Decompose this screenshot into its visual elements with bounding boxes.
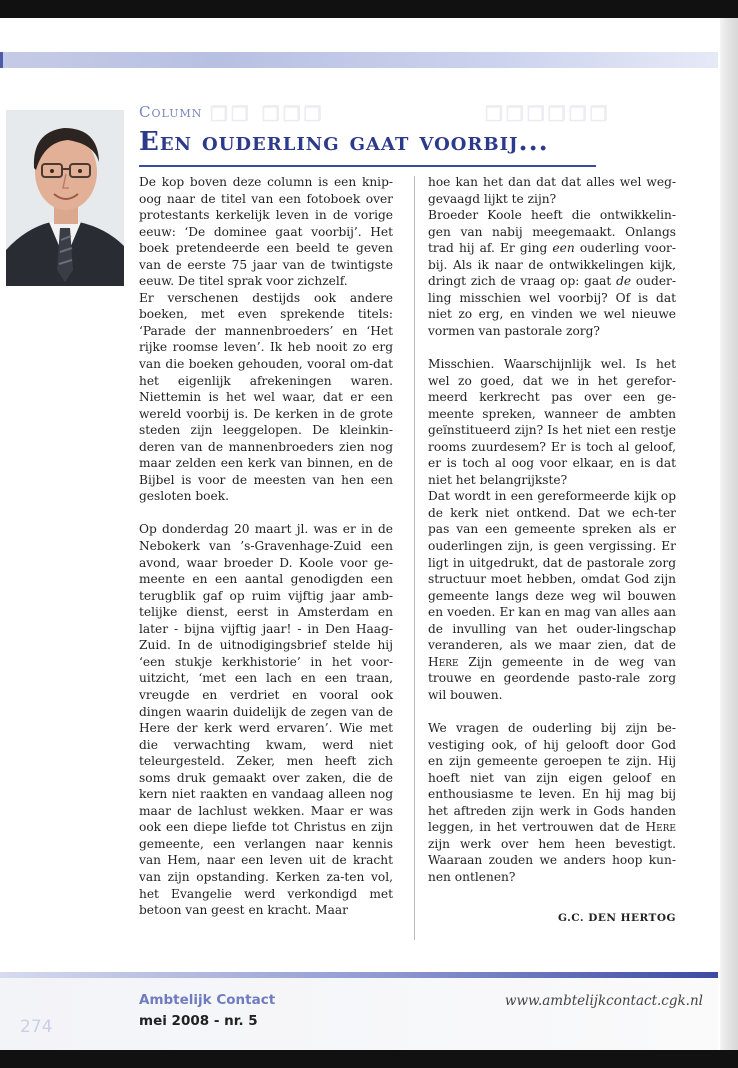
page-top-border <box>0 0 738 18</box>
divine-name: Here <box>645 820 676 835</box>
paragraph-text: Broeder Koole heeft die ontwikkelin-gen van nabij meegemaakt. Onlangs trad hij af. Er ging <box>428 208 676 256</box>
header-color-band <box>0 52 718 68</box>
website-url[interactable]: www.ambtelijkcontact.cgk.nl <box>504 993 703 1009</box>
divine-name: Here <box>428 654 459 669</box>
paragraph: Er verschenen destijds ook andere boeken, met even sprekende titels: ‘Parade der mannenbroeders’ en ‘Het rijke roomse leven’. Ik heb nooit zo erg van die boeken gehouden, vooral om-dat het eigenlijk afrekeningen waren. Niettemin is het wel waar, dat er een wereld voorbij is. De kerken in de grote steden zijn leeggelopen. De kleinkin-deren van de mannenbroeders zien nog maar zelden een kerk van binnen, en de Bijbel is voor de meesten van hen een gesloten boek. <box>139 290 393 504</box>
article-title: Een ouderling gaat voorbij... <box>139 127 549 157</box>
footer-band <box>0 978 718 1050</box>
paragraph <box>428 207 676 339</box>
page-bottom-border <box>0 1050 738 1068</box>
section-kicker: Column <box>139 103 203 121</box>
paragraph: De kop boven deze column is een knip-oog naar de titel van een fotoboek over protestants kerkelijk leven in de vorige eeuw: ‘De dominee gaat voorbij’. Het boek pretendeerde een beeld te geven van de eerste 75 jaar van de twintigste eeuw. De titel sprak voor zichzelf. <box>139 175 393 289</box>
faded-background-text-right: ❒❒❒❒❒❒ <box>485 102 611 126</box>
paragraph <box>428 720 676 885</box>
issue-info: mei 2008 - nr. 5 <box>139 1013 258 1029</box>
paragraph-text: ouder-ling misschien wel voorbij? Of is dat niet zo erg, en vinden we wel nieuwe vormen van pastorale zorg? <box>428 274 676 338</box>
paragraph: Op donderdag 20 maart jl. was er in de Nebokerk van ’s-Gravenhage-Zuid een avond, waar broeder D. Koole voor ge-meente en een aantal genodigden een terugblik gaf op ruim vijftig jaar amb-telijke dienst, eerst in Amsterdam en later - bijna vijftig jaar! - in Den Haag-Zuid. In de uitnodigingsbrief stelde hij ‘een stukje kerkhistorie’ in het voor-uitzicht, ‘met een lach en een traan, vreugde en verdriet en vooral ook dingen waarin duidelijk de zegen van de Here der kerk werd ervaren’. Wie met die verwachting kwam, werd niet teleurgesteld. Zeker, men heeft zich soms druk gemaakt over zaken, die de kern niet raakten en vandaag alleen nog maar de lachlust wekken. Maar er was ook een diepe liefde tot Christus en zijn gemeente, een verlangen naar kennis van Hem, naar een leven uit de kracht van zijn opstanding. Kerken za-ten vol, het Evangelie werd verkondigd met betoon van geest en kracht. Maar <box>139 522 393 918</box>
publication-name: Ambtelijk Contact <box>139 992 276 1008</box>
faded-background-text: ❒❒ ❒❒❒ <box>210 102 325 126</box>
emphasis: een <box>552 241 575 256</box>
paragraph <box>428 488 676 703</box>
paragraph-text: Dat wordt in een gereformeerde kijk op de kerk niet ontkend. Dat we ech-ter pas van een gemeente spreken als er ouderlingen zijn, is geen vergissing. Er ligt in uitgedrukt, dat de pastorale zorg structuur moet hebben, omdat God zijn gemeente langs deze weg wil bouwen en voeden. Er kan en mag van alles aan de invulling van het ouder-lingschap veranderen, als we maar zien, dat de <box>428 489 676 653</box>
paragraph-text: zijn werk over hem heen bevestigt. Waaraan zouden we anders hoop kun-nen ontlenen? <box>428 836 676 884</box>
column-divider <box>414 176 415 940</box>
left-column <box>139 174 393 919</box>
emphasis: de <box>616 274 632 289</box>
author-signature: G.C. DEN HERTOG <box>558 912 676 924</box>
page-number: 274 <box>20 1017 53 1037</box>
book-spine <box>720 18 738 1050</box>
header-band-edge <box>0 52 3 68</box>
paragraph: Misschien. Waarschijnlijk wel. Is het wel zo goed, dat we in het gerefor-meerd kerkrecht pas over een ge-meente spreken, wanneer de ambten geïnstitueerd zijn? Is het niet een restje rooms zuurdesem? Er is toch al geloof, er is toch al oog voor elkaar, en is dat niet het belangrijkste? <box>428 357 676 487</box>
paragraph-text: We vragen de ouderling bij zijn be-vestiging ook, of hij gelooft door God en zijn gemeente geroepen te zijn. Hij hoeft niet van zijn eigen geloof en enthousiasme te leven. En hij mag bij het aftreden zijn werk in Gods handen leggen, in het vertrouwen dat de <box>428 721 676 835</box>
paragraph-text: Zijn gemeente in de weg van trouwe en geordende pasto-rale zorg wil bouwen. <box>428 654 676 702</box>
paragraph: hoe kan het dan dat dat alles wel weg-gevaagd lijkt te zijn? <box>428 175 676 206</box>
title-underline <box>139 165 596 167</box>
author-photo <box>6 110 124 286</box>
paragraph-text: ouderling voor-bij. Als ik naar de ontwikkelingen kijk, dringt zich de vraag op: gaat <box>428 241 676 289</box>
right-column <box>428 174 676 886</box>
